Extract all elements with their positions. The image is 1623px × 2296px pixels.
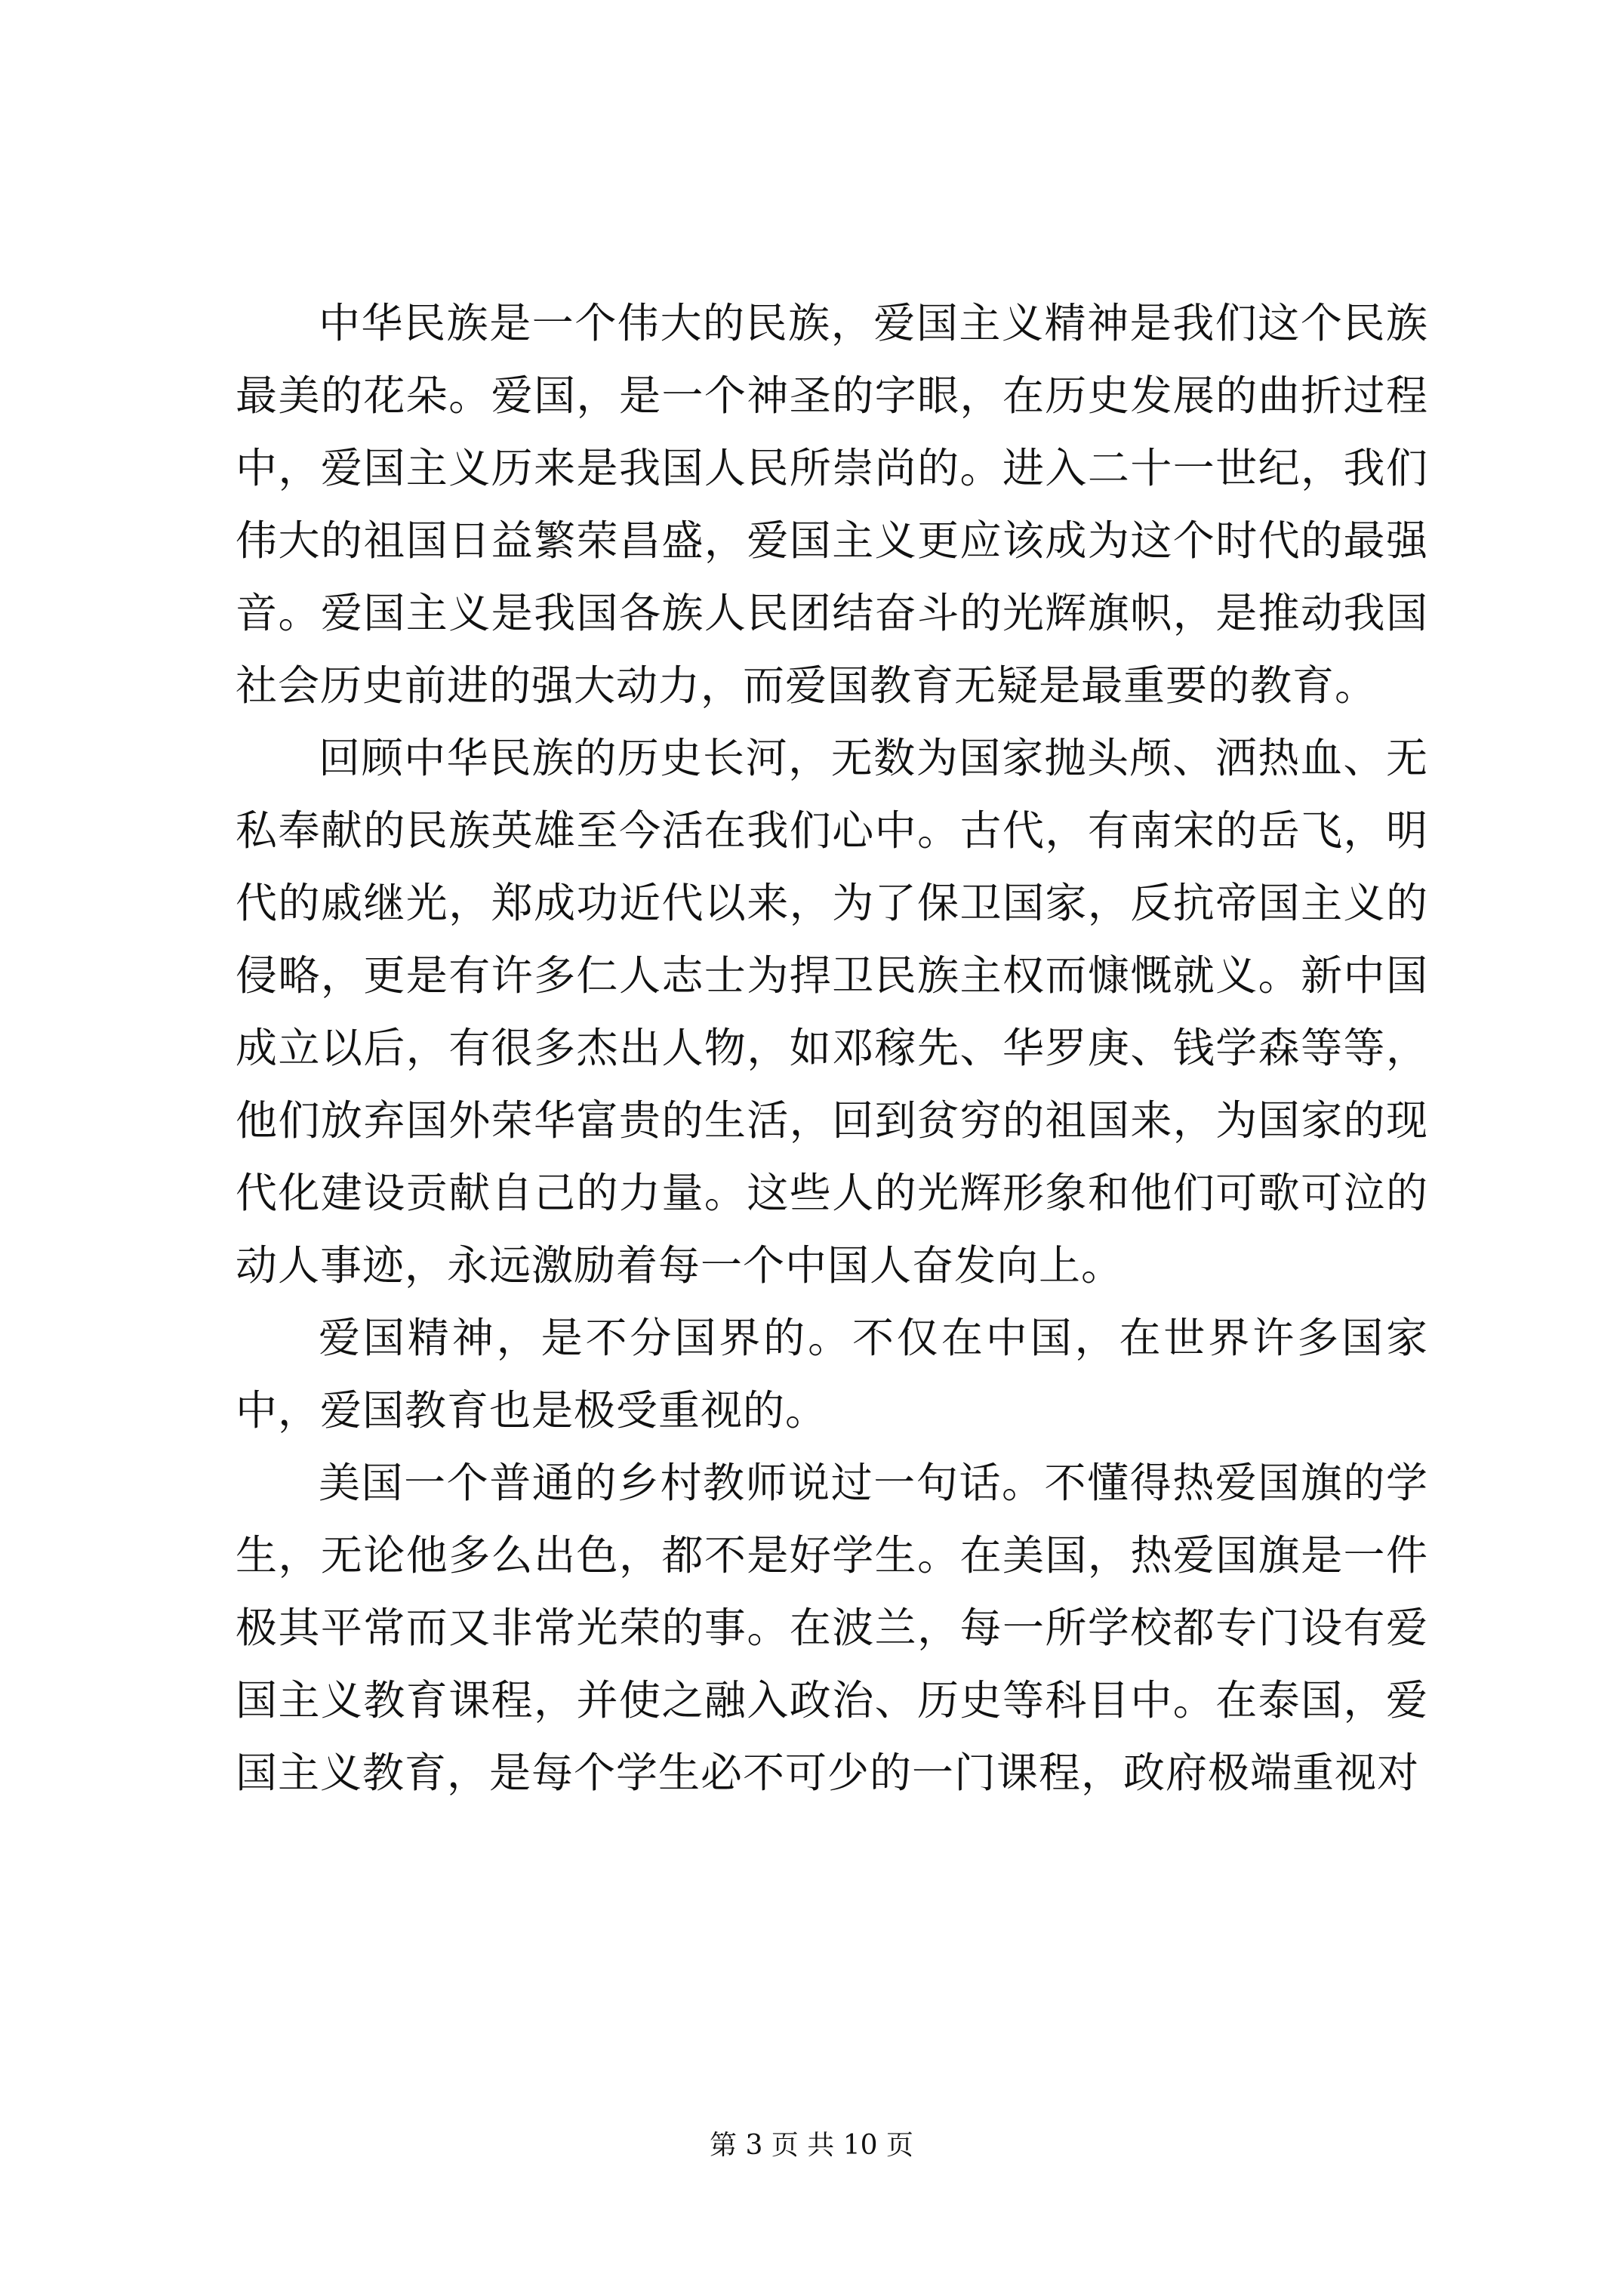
paragraph-3: 爱国精神，是不分国界的。不仅在中国，在世界许多国家中，爱国教育也是极受重视的。: [236, 1314, 1428, 1435]
body-text: [236, 287, 1428, 1809]
page-number-label: 第 3 页 共 10 页: [710, 2130, 913, 2161]
page-footer: [0, 2129, 1623, 2162]
paragraph-2: 回顾中华民族的历史长河，无数为国家抛头颅、洒热血、无私奉献的民族英雄至今活在我们心中。古代，有南宋的岳飞，明代的戚继光，郑成功近代以来，为了保卫国家，反抗帝国主义的侵略，更是有许多仁人志士为捍卫民族主权而慷慨就义。新中国成立以后，有很多杰出人物，如邓稼先、华罗庚、钱学森等等，他们放弃国外荣华富贵的生活，回到贫穷的祖国来，为国家的现代化建设贡献自己的力量。这些人的光辉形象和他们可歌可泣的动人事迹，永远激励着每一个中国人奋发向上。: [236, 734, 1428, 1290]
paragraph-4: 美国一个普通的乡村教师说过一句话。不懂得热爱国旗的学生，无论他多么出色，都不是好学生。在美国，热爱国旗是一件极其平常而又非常光荣的事。在波兰，每一所学校都专门设有爱国主义教育课程，并使之融入政治、历史等科目中。在泰国，爱国主义教育，是每个学生必不可少的一门课程，政府极端重视对: [236, 1459, 1428, 1797]
paragraph-1: 中华民族是一个伟大的民族，爱国主义精神是我们这个民族最美的花朵。爱国，是一个神圣的字眼，在历史发展的曲折过程中，爱国主义历来是我国人民所崇尚的。进入二十一世纪，我们伟大的祖国日益繁荣昌盛，爱国主义更应该成为这个时代的最强音。爱国主义是我国各族人民团结奋斗的光辉旗帜，是推动我国社会历史前进的强大动力，而爱国教育无疑是最重要的教育。: [236, 299, 1428, 710]
